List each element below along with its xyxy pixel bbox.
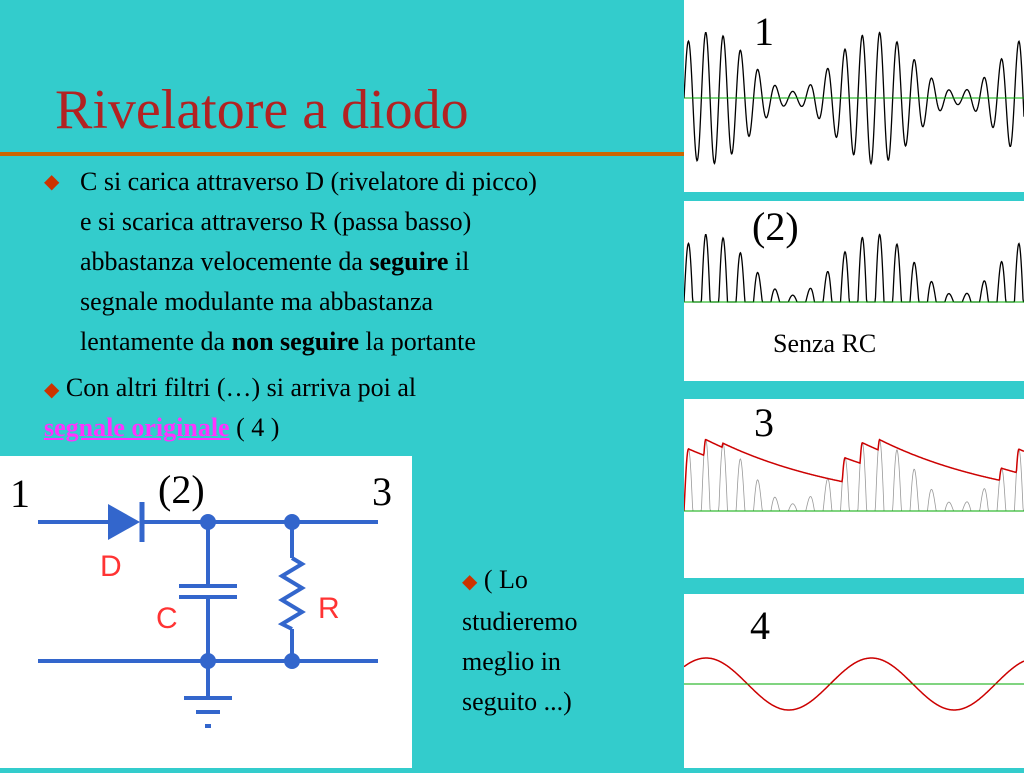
capacitor-label: C: [156, 602, 178, 635]
note-line-1: ( Lo: [483, 565, 528, 594]
envelope-trace: [684, 440, 1024, 511]
note-line-3: meglio in: [462, 647, 561, 676]
bullet-1-line: [80, 322, 720, 362]
diode-label: D: [100, 550, 122, 583]
bullet-2-suffix: ( 4 ): [229, 413, 280, 442]
note-line-2: studieremo: [462, 607, 578, 636]
note: [462, 560, 662, 722]
waveform-label-3: 3: [754, 400, 774, 445]
waveform-panel-4: [684, 594, 1024, 768]
bullet-2-continuation: [44, 408, 444, 448]
bullet-1-line: [80, 162, 720, 202]
bullet-1-line: [80, 282, 720, 322]
waveform-label-2: (2): [752, 204, 799, 249]
bullet-1-text: [80, 162, 720, 362]
text-run: abbastanza velocemente da: [80, 247, 370, 276]
waveform-label-4: 4: [750, 603, 770, 648]
text-run: segnale modulante ma abbastanza: [80, 287, 434, 316]
waveform-panel-1: [684, 0, 1024, 192]
title-divider: [0, 152, 688, 156]
diode-triangle: [108, 504, 140, 540]
node-label-mid: (2): [158, 467, 205, 512]
waveform-panel-3: [684, 399, 1024, 578]
node-label-output: 3: [372, 469, 392, 514]
bold-text: non seguire: [231, 327, 359, 356]
original-signal-link[interactable]: segnale originale: [44, 413, 230, 442]
waveform-caption-2: Senza RC: [773, 329, 877, 358]
junction-dot: [284, 653, 300, 669]
bullet-1-line: [80, 242, 720, 282]
envelope-plot: [684, 399, 1024, 578]
waveform-panel-2: [684, 201, 1024, 381]
demodulated-sine-plot: [684, 594, 1024, 768]
bullet-diamond-icon: ◆: [44, 171, 60, 193]
text-run: il: [448, 247, 470, 276]
circuit-svg: [0, 456, 412, 768]
text-run: lentamente da: [80, 327, 232, 356]
bullet-diamond-icon: ◆: [462, 571, 478, 593]
node-label-input: 1: [10, 471, 30, 516]
rectified-trace: [684, 235, 1024, 302]
resistor-label: R: [318, 592, 340, 625]
bullet-2: [44, 368, 684, 410]
junction-dot: [200, 653, 216, 669]
waveform-label-1: 1: [754, 9, 774, 54]
am-signal-plot: [684, 0, 1024, 192]
junction-dot: [284, 514, 300, 530]
bullet-diamond-icon: ◆: [44, 379, 60, 401]
detector-circuit: [0, 456, 412, 768]
bullet-2-text: Con altri filtri (…) si arriva poi al: [65, 373, 417, 402]
junction-dot: [200, 514, 216, 530]
bold-text: seguire: [369, 247, 449, 276]
resistor-zigzag: [282, 558, 302, 629]
text-run: C si carica attraverso D (rivelatore di picco): [80, 167, 537, 196]
text-run: e si scarica attraverso R (passa basso): [80, 207, 472, 236]
faded-rectified-trace: [684, 440, 1024, 511]
slide-title: Rivelatore a diodo: [55, 79, 469, 141]
note-line-4: seguito ...): [462, 687, 572, 716]
bullet-1-line: [80, 202, 720, 242]
text-run: la portante: [358, 327, 476, 356]
